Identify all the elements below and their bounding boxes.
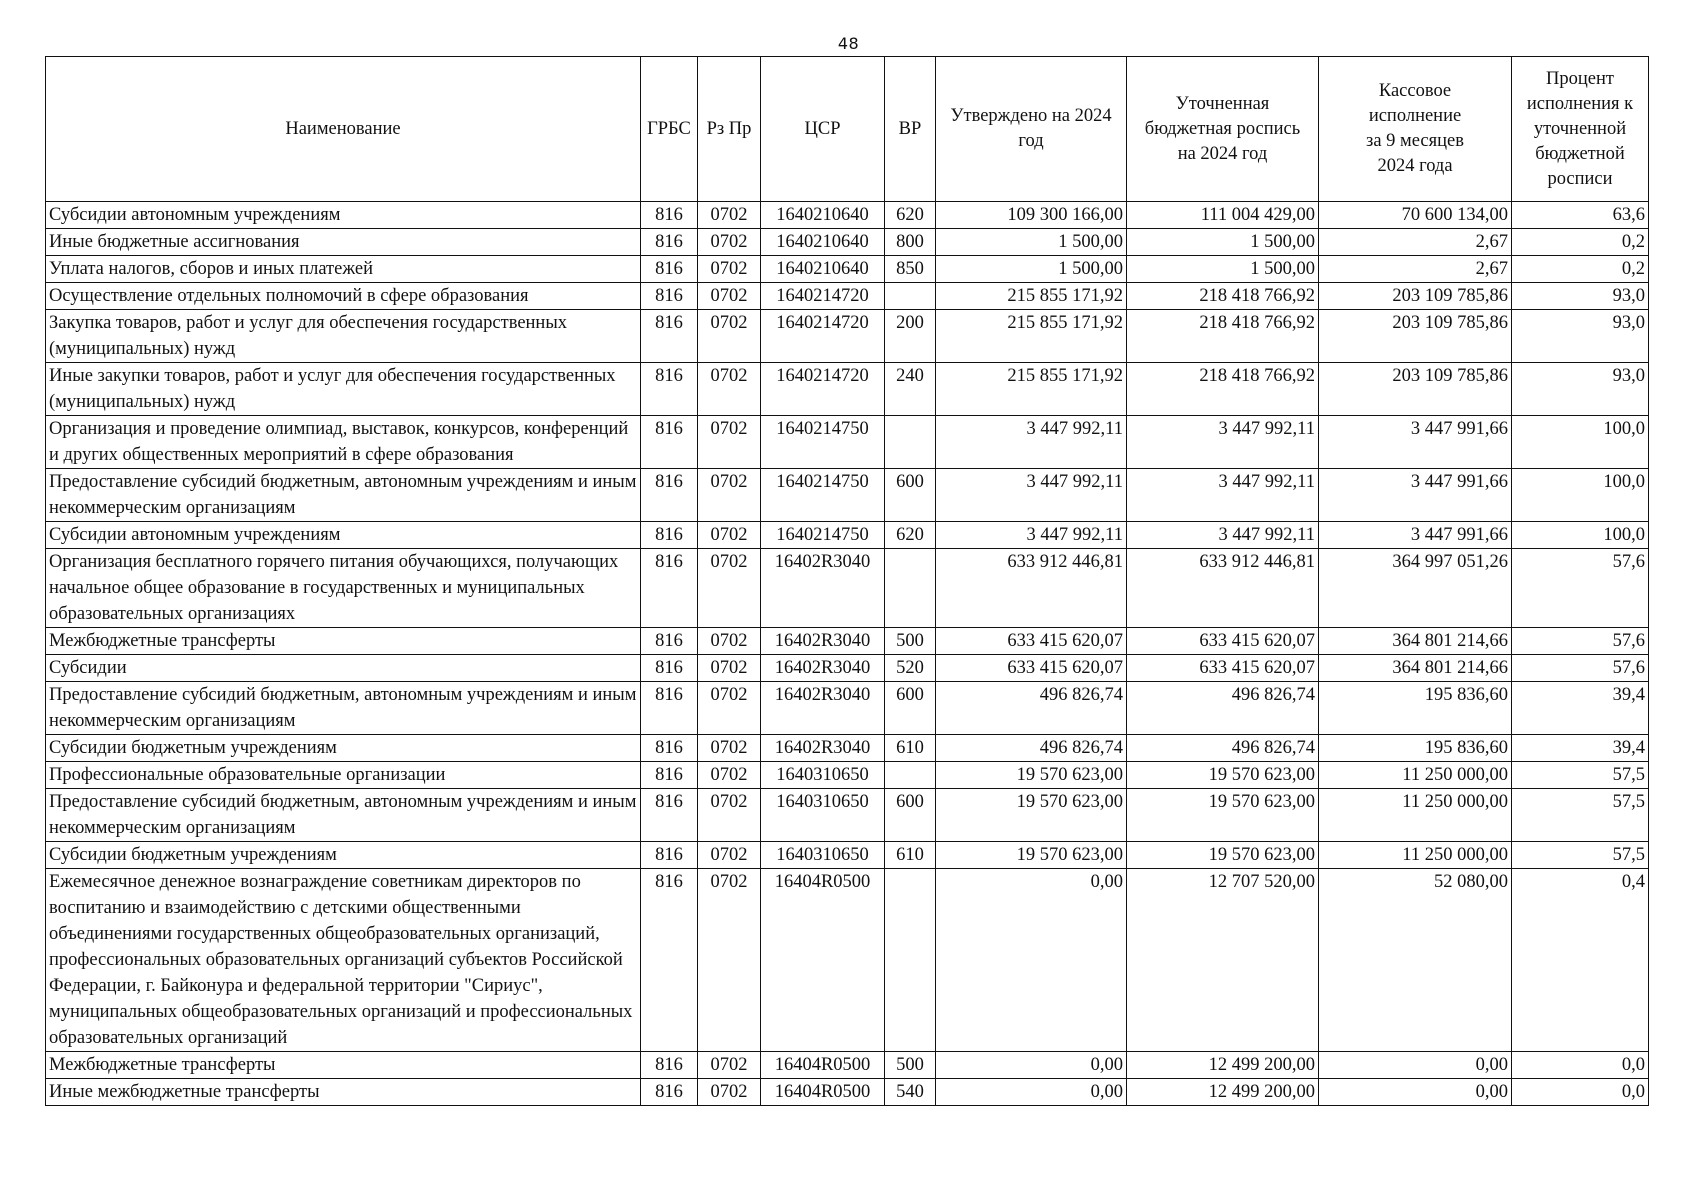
cell-vr: 850 [885, 256, 936, 283]
cell-csr: 1640214750 [761, 416, 885, 469]
cell-name: Иные межбюджетные трансферты [46, 1079, 641, 1106]
cell-name: Закупка товаров, работ и услуг для обеспечения государственных (муниципальных) нужд [46, 310, 641, 363]
table-row [46, 1079, 1649, 1106]
cell-rz-pr: 0702 [698, 283, 761, 310]
table-row [46, 628, 1649, 655]
cell-refined: 3 447 992,11 [1127, 416, 1319, 469]
cell-refined: 3 447 992,11 [1127, 522, 1319, 549]
table-row [46, 283, 1649, 310]
cell-csr: 1640310650 [761, 762, 885, 789]
cell-rz-pr: 0702 [698, 735, 761, 762]
table-row [46, 842, 1649, 869]
cell-vr: 600 [885, 682, 936, 735]
table-row [46, 416, 1649, 469]
cell-approved: 0,00 [936, 869, 1127, 1052]
cell-cash: 3 447 991,66 [1319, 522, 1512, 549]
cell-name: Организация и проведение олимпиад, выставок, конкурсов, конференций и других общественных мероприятий в сфере образования [46, 416, 641, 469]
cell-grbs: 816 [641, 682, 698, 735]
cell-name: Иные закупки товаров, работ и услуг для обеспечения государственных (муниципальных) нужд [46, 363, 641, 416]
cell-grbs: 816 [641, 869, 698, 1052]
cell-grbs: 816 [641, 283, 698, 310]
cell-approved: 215 855 171,92 [936, 283, 1127, 310]
cell-percent: 57,5 [1512, 762, 1649, 789]
cell-cash: 203 109 785,86 [1319, 310, 1512, 363]
cell-rz-pr: 0702 [698, 522, 761, 549]
cell-cash: 70 600 134,00 [1319, 202, 1512, 229]
cell-name: Субсидии автономным учреждениям [46, 522, 641, 549]
cell-rz-pr: 0702 [698, 469, 761, 522]
cell-csr: 1640210640 [761, 256, 885, 283]
cell-grbs: 816 [641, 1079, 698, 1106]
cell-vr [885, 416, 936, 469]
cell-percent: 0,2 [1512, 256, 1649, 283]
cell-cash: 203 109 785,86 [1319, 283, 1512, 310]
table-row [46, 1052, 1649, 1079]
table-row [46, 735, 1649, 762]
table-row [46, 229, 1649, 256]
cell-refined: 19 570 623,00 [1127, 842, 1319, 869]
cell-cash: 2,67 [1319, 256, 1512, 283]
cell-cash: 203 109 785,86 [1319, 363, 1512, 416]
cell-cash: 11 250 000,00 [1319, 842, 1512, 869]
table-row [46, 522, 1649, 549]
cell-refined: 19 570 623,00 [1127, 789, 1319, 842]
cell-percent: 93,0 [1512, 283, 1649, 310]
cell-vr [885, 869, 936, 1052]
cell-csr: 16402R3040 [761, 735, 885, 762]
cell-vr: 600 [885, 789, 936, 842]
cell-cash: 3 447 991,66 [1319, 416, 1512, 469]
cell-grbs: 816 [641, 469, 698, 522]
cell-cash: 364 801 214,66 [1319, 655, 1512, 682]
cell-refined: 218 418 766,92 [1127, 283, 1319, 310]
table-row [46, 469, 1649, 522]
cell-csr: 16404R0500 [761, 1079, 885, 1106]
header-vr: ВР [885, 57, 936, 202]
cell-grbs: 816 [641, 789, 698, 842]
cell-cash: 11 250 000,00 [1319, 789, 1512, 842]
cell-grbs: 816 [641, 310, 698, 363]
cell-csr: 16402R3040 [761, 655, 885, 682]
cell-percent: 57,5 [1512, 842, 1649, 869]
cell-cash: 11 250 000,00 [1319, 762, 1512, 789]
cell-csr: 16404R0500 [761, 1052, 885, 1079]
table-row [46, 549, 1649, 628]
cell-refined: 633 912 446,81 [1127, 549, 1319, 628]
cell-grbs: 816 [641, 549, 698, 628]
cell-name: Межбюджетные трансферты [46, 1052, 641, 1079]
cell-refined: 12 499 200,00 [1127, 1052, 1319, 1079]
cell-vr [885, 762, 936, 789]
header-refined: Уточненная бюджетная роспись на 2024 год [1127, 57, 1319, 202]
cell-refined: 12 499 200,00 [1127, 1079, 1319, 1106]
cell-percent: 0,4 [1512, 869, 1649, 1052]
cell-approved: 215 855 171,92 [936, 310, 1127, 363]
cell-approved: 633 415 620,07 [936, 655, 1127, 682]
cell-approved: 3 447 992,11 [936, 522, 1127, 549]
cell-name: Предоставление субсидий бюджетным, автономным учреждениям и иным некоммерческим организациям [46, 469, 641, 522]
cell-cash: 2,67 [1319, 229, 1512, 256]
cell-rz-pr: 0702 [698, 1079, 761, 1106]
cell-name: Межбюджетные трансферты [46, 628, 641, 655]
table-row [46, 310, 1649, 363]
cell-name: Субсидии бюджетным учреждениям [46, 735, 641, 762]
cell-refined: 633 415 620,07 [1127, 655, 1319, 682]
cell-percent: 100,0 [1512, 416, 1649, 469]
cell-csr: 1640214720 [761, 363, 885, 416]
table-row [46, 762, 1649, 789]
cell-name: Предоставление субсидий бюджетным, автономным учреждениям и иным некоммерческим организациям [46, 682, 641, 735]
cell-name: Субсидии автономным учреждениям [46, 202, 641, 229]
cell-vr: 520 [885, 655, 936, 682]
cell-grbs: 816 [641, 1052, 698, 1079]
cell-percent: 57,6 [1512, 655, 1649, 682]
header-cash: Кассовое исполнение за 9 месяцев 2024 года [1319, 57, 1512, 202]
header-percent: Процент исполнения к уточненной бюджетной росписи [1512, 57, 1649, 202]
cell-csr: 16404R0500 [761, 869, 885, 1052]
cell-vr [885, 283, 936, 310]
cell-rz-pr: 0702 [698, 789, 761, 842]
cell-name: Осуществление отдельных полномочий в сфере образования [46, 283, 641, 310]
header-csr: ЦСР [761, 57, 885, 202]
cell-grbs: 816 [641, 842, 698, 869]
cell-refined: 19 570 623,00 [1127, 762, 1319, 789]
cell-cash: 364 997 051,26 [1319, 549, 1512, 628]
cell-csr: 1640214750 [761, 522, 885, 549]
cell-rz-pr: 0702 [698, 762, 761, 789]
cell-rz-pr: 0702 [698, 655, 761, 682]
table-body [46, 202, 1649, 1106]
cell-name: Иные бюджетные ассигнования [46, 229, 641, 256]
cell-grbs: 816 [641, 655, 698, 682]
cell-vr: 540 [885, 1079, 936, 1106]
table-row [46, 869, 1649, 1052]
cell-cash: 3 447 991,66 [1319, 469, 1512, 522]
cell-grbs: 816 [641, 628, 698, 655]
cell-approved: 19 570 623,00 [936, 789, 1127, 842]
cell-csr: 1640210640 [761, 202, 885, 229]
cell-approved: 496 826,74 [936, 735, 1127, 762]
cell-approved: 633 415 620,07 [936, 628, 1127, 655]
cell-vr: 240 [885, 363, 936, 416]
table-row [46, 789, 1649, 842]
cell-rz-pr: 0702 [698, 256, 761, 283]
cell-approved: 3 447 992,11 [936, 469, 1127, 522]
cell-approved: 1 500,00 [936, 256, 1127, 283]
cell-rz-pr: 0702 [698, 416, 761, 469]
table-row [46, 202, 1649, 229]
cell-approved: 215 855 171,92 [936, 363, 1127, 416]
cell-grbs: 816 [641, 735, 698, 762]
cell-refined: 218 418 766,92 [1127, 310, 1319, 363]
cell-name: Субсидии бюджетным учреждениям [46, 842, 641, 869]
table-header-row [46, 57, 1649, 202]
cell-refined: 3 447 992,11 [1127, 469, 1319, 522]
cell-approved: 633 912 446,81 [936, 549, 1127, 628]
cell-rz-pr: 0702 [698, 202, 761, 229]
cell-approved: 3 447 992,11 [936, 416, 1127, 469]
cell-percent: 63,6 [1512, 202, 1649, 229]
cell-cash: 195 836,60 [1319, 735, 1512, 762]
cell-approved: 19 570 623,00 [936, 842, 1127, 869]
cell-vr: 500 [885, 628, 936, 655]
cell-name: Уплата налогов, сборов и иных платежей [46, 256, 641, 283]
cell-cash: 52 080,00 [1319, 869, 1512, 1052]
table-row [46, 256, 1649, 283]
cell-rz-pr: 0702 [698, 869, 761, 1052]
cell-csr: 1640310650 [761, 789, 885, 842]
cell-vr [885, 549, 936, 628]
cell-name: Предоставление субсидий бюджетным, автономным учреждениям и иным некоммерческим организациям [46, 789, 641, 842]
cell-grbs: 816 [641, 202, 698, 229]
cell-grbs: 816 [641, 229, 698, 256]
cell-cash: 195 836,60 [1319, 682, 1512, 735]
cell-csr: 1640214720 [761, 310, 885, 363]
cell-percent: 39,4 [1512, 735, 1649, 762]
cell-csr: 16402R3040 [761, 549, 885, 628]
cell-refined: 496 826,74 [1127, 682, 1319, 735]
cell-grbs: 816 [641, 256, 698, 283]
cell-percent: 0,0 [1512, 1052, 1649, 1079]
header-name: Наименование [46, 57, 641, 202]
cell-grbs: 816 [641, 416, 698, 469]
table-row [46, 363, 1649, 416]
budget-table [45, 56, 1649, 1106]
cell-rz-pr: 0702 [698, 842, 761, 869]
cell-csr: 1640210640 [761, 229, 885, 256]
cell-percent: 100,0 [1512, 469, 1649, 522]
cell-refined: 218 418 766,92 [1127, 363, 1319, 416]
cell-approved: 0,00 [936, 1052, 1127, 1079]
cell-vr: 620 [885, 522, 936, 549]
cell-grbs: 816 [641, 363, 698, 416]
table-row [46, 655, 1649, 682]
cell-refined: 12 707 520,00 [1127, 869, 1319, 1052]
cell-name: Субсидии [46, 655, 641, 682]
cell-percent: 0,0 [1512, 1079, 1649, 1106]
table-row [46, 682, 1649, 735]
cell-percent: 100,0 [1512, 522, 1649, 549]
cell-csr: 1640214720 [761, 283, 885, 310]
cell-vr: 800 [885, 229, 936, 256]
cell-percent: 57,5 [1512, 789, 1649, 842]
cell-cash: 0,00 [1319, 1052, 1512, 1079]
cell-percent: 93,0 [1512, 310, 1649, 363]
page-number: 48 [837, 34, 860, 53]
cell-vr: 620 [885, 202, 936, 229]
cell-name: Организация бесплатного горячего питания обучающихся, получающих начальное общее образование в государственных и муниципальных образовательных организациях [46, 549, 641, 628]
cell-approved: 109 300 166,00 [936, 202, 1127, 229]
cell-csr: 1640214750 [761, 469, 885, 522]
cell-name: Ежемесячное денежное вознаграждение советникам директоров по воспитанию и взаимодействию с детскими общественными объединениями государственных общеобразовательных организаций, профессиональных образовательных организаций субъектов Российской Федерации, г. Байконура и федеральной территории "Сириус", муниципальных общеобразовательных организаций и профессиональных образовательных организаций [46, 869, 641, 1052]
cell-csr: 1640310650 [761, 842, 885, 869]
cell-percent: 93,0 [1512, 363, 1649, 416]
cell-vr: 200 [885, 310, 936, 363]
cell-name: Профессиональные образовательные организации [46, 762, 641, 789]
cell-vr: 600 [885, 469, 936, 522]
cell-percent: 57,6 [1512, 628, 1649, 655]
cell-refined: 1 500,00 [1127, 256, 1319, 283]
cell-refined: 633 415 620,07 [1127, 628, 1319, 655]
cell-rz-pr: 0702 [698, 363, 761, 416]
cell-rz-pr: 0702 [698, 1052, 761, 1079]
cell-vr: 610 [885, 735, 936, 762]
cell-approved: 1 500,00 [936, 229, 1127, 256]
cell-csr: 16402R3040 [761, 682, 885, 735]
cell-rz-pr: 0702 [698, 682, 761, 735]
cell-csr: 16402R3040 [761, 628, 885, 655]
cell-approved: 0,00 [936, 1079, 1127, 1106]
header-approved: Утверждено на 2024 год [936, 57, 1127, 202]
cell-vr: 610 [885, 842, 936, 869]
cell-grbs: 816 [641, 522, 698, 549]
cell-grbs: 816 [641, 762, 698, 789]
cell-refined: 111 004 429,00 [1127, 202, 1319, 229]
cell-percent: 57,6 [1512, 549, 1649, 628]
cell-cash: 364 801 214,66 [1319, 628, 1512, 655]
cell-cash: 0,00 [1319, 1079, 1512, 1106]
cell-rz-pr: 0702 [698, 628, 761, 655]
cell-refined: 496 826,74 [1127, 735, 1319, 762]
cell-percent: 0,2 [1512, 229, 1649, 256]
cell-percent: 39,4 [1512, 682, 1649, 735]
cell-approved: 496 826,74 [936, 682, 1127, 735]
cell-rz-pr: 0702 [698, 229, 761, 256]
cell-rz-pr: 0702 [698, 310, 761, 363]
header-rz-pr: Рз Пр [698, 57, 761, 202]
cell-rz-pr: 0702 [698, 549, 761, 628]
cell-approved: 19 570 623,00 [936, 762, 1127, 789]
cell-vr: 500 [885, 1052, 936, 1079]
header-grbs: ГРБС [641, 57, 698, 202]
cell-refined: 1 500,00 [1127, 229, 1319, 256]
